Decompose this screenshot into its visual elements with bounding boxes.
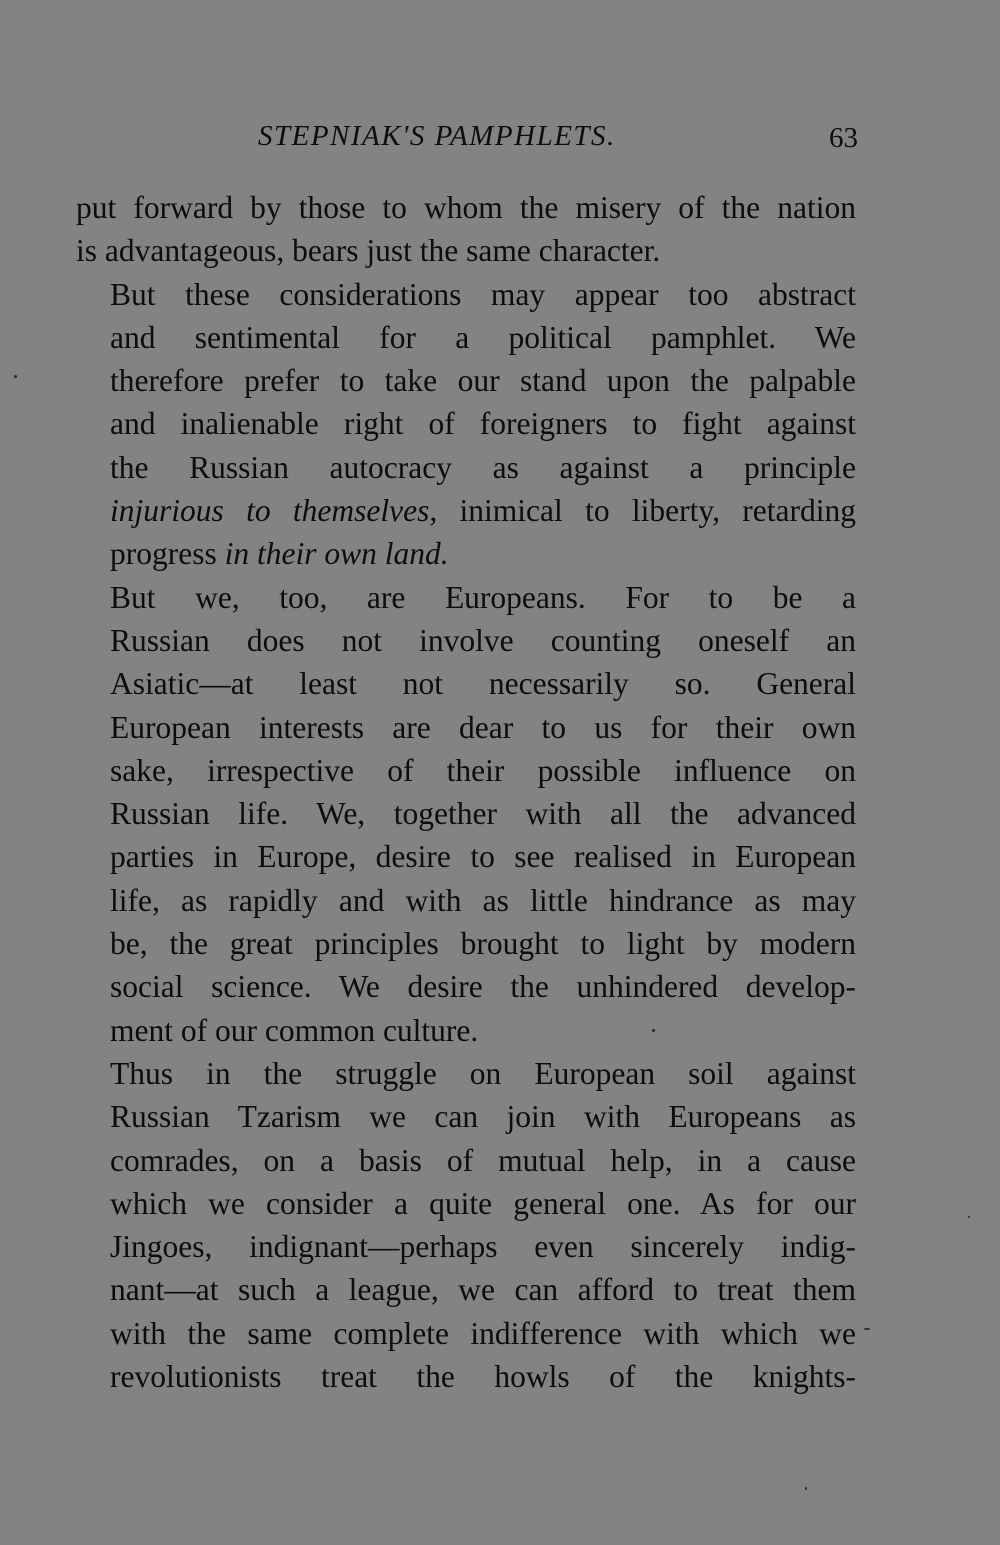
text-line: Asiatic—at least not necessarily so. General — [110, 666, 856, 702]
paragraph-4 — [76, 1052, 856, 1398]
scan-speck — [864, 1328, 870, 1330]
text-line: is advantageous, bears just the same character. — [76, 233, 661, 269]
text-line: But these considerations may appear too abstract — [110, 276, 856, 312]
text-line: Russian does not involve counting oneself an — [110, 622, 856, 658]
text-line: therefore prefer to take our stand upon the palpable — [110, 363, 856, 399]
text-line: be, the great principles brought to light by modern — [110, 926, 856, 962]
paragraph-2 — [76, 273, 856, 576]
page-number: 63 — [829, 122, 858, 154]
text-line: parties in Europe, desire to see realised in European — [110, 839, 856, 875]
text-line: which we consider a quite general one. As for our — [110, 1185, 856, 1221]
text-line: Russian life. We, together with all the advanced — [110, 796, 856, 832]
paragraph-1 — [76, 186, 856, 273]
running-head — [76, 120, 858, 164]
text-line: European interests are dear to us for their own — [110, 709, 856, 745]
text-line: revolutionists treat the howls of the knights- — [110, 1359, 856, 1395]
text-line: social science. We desire the unhindered develop- — [110, 969, 856, 1005]
text-line: But we, too, are Europeans. For to be a — [110, 579, 856, 615]
scan-speck — [968, 1216, 970, 1218]
scan-speck — [805, 1487, 807, 1490]
text-line: and inalienable right of foreigners to fight against — [110, 406, 856, 442]
text-line: ment of our common culture. — [110, 1012, 479, 1048]
scan-speck — [14, 375, 17, 378]
text-line: Russian Tzarism we can join with Europeans as — [110, 1099, 856, 1135]
body-text — [76, 186, 856, 1398]
text-run: progress — [110, 536, 225, 572]
text-line: life, as rapidly and with as little hindrance as may — [110, 882, 856, 918]
text-line — [76, 532, 856, 575]
text-line: Jingoes, indignant—perhaps even sincerely indig- — [110, 1229, 856, 1265]
italic-phrase: injurious to themselves, — [110, 493, 438, 529]
text-line: put forward by those to whom the misery of the nation — [76, 190, 856, 225]
text-line: sake, irrespective of their possible influence on — [110, 752, 856, 788]
text-line: Thus in the struggle on European soil against — [110, 1055, 856, 1091]
text-line: comrades, on a basis of mutual help, in a cause — [110, 1142, 856, 1178]
text-line: with the same complete indifference with which we — [110, 1315, 856, 1351]
paragraph-3 — [76, 576, 856, 1052]
text-line: nant—at such a league, we can afford to treat them — [110, 1272, 856, 1308]
text-line — [76, 489, 856, 532]
running-title: STEPNIAK'S PAMPHLETS. — [258, 120, 616, 152]
text-line: and sentimental for a political pamphlet. We — [110, 319, 856, 355]
text-line: the Russian autocracy as against a principle — [110, 449, 856, 485]
italic-phrase: in their own land. — [224, 536, 449, 572]
text-run: inimical to liberty, retarding — [437, 493, 856, 529]
scan-speck — [652, 1029, 655, 1032]
